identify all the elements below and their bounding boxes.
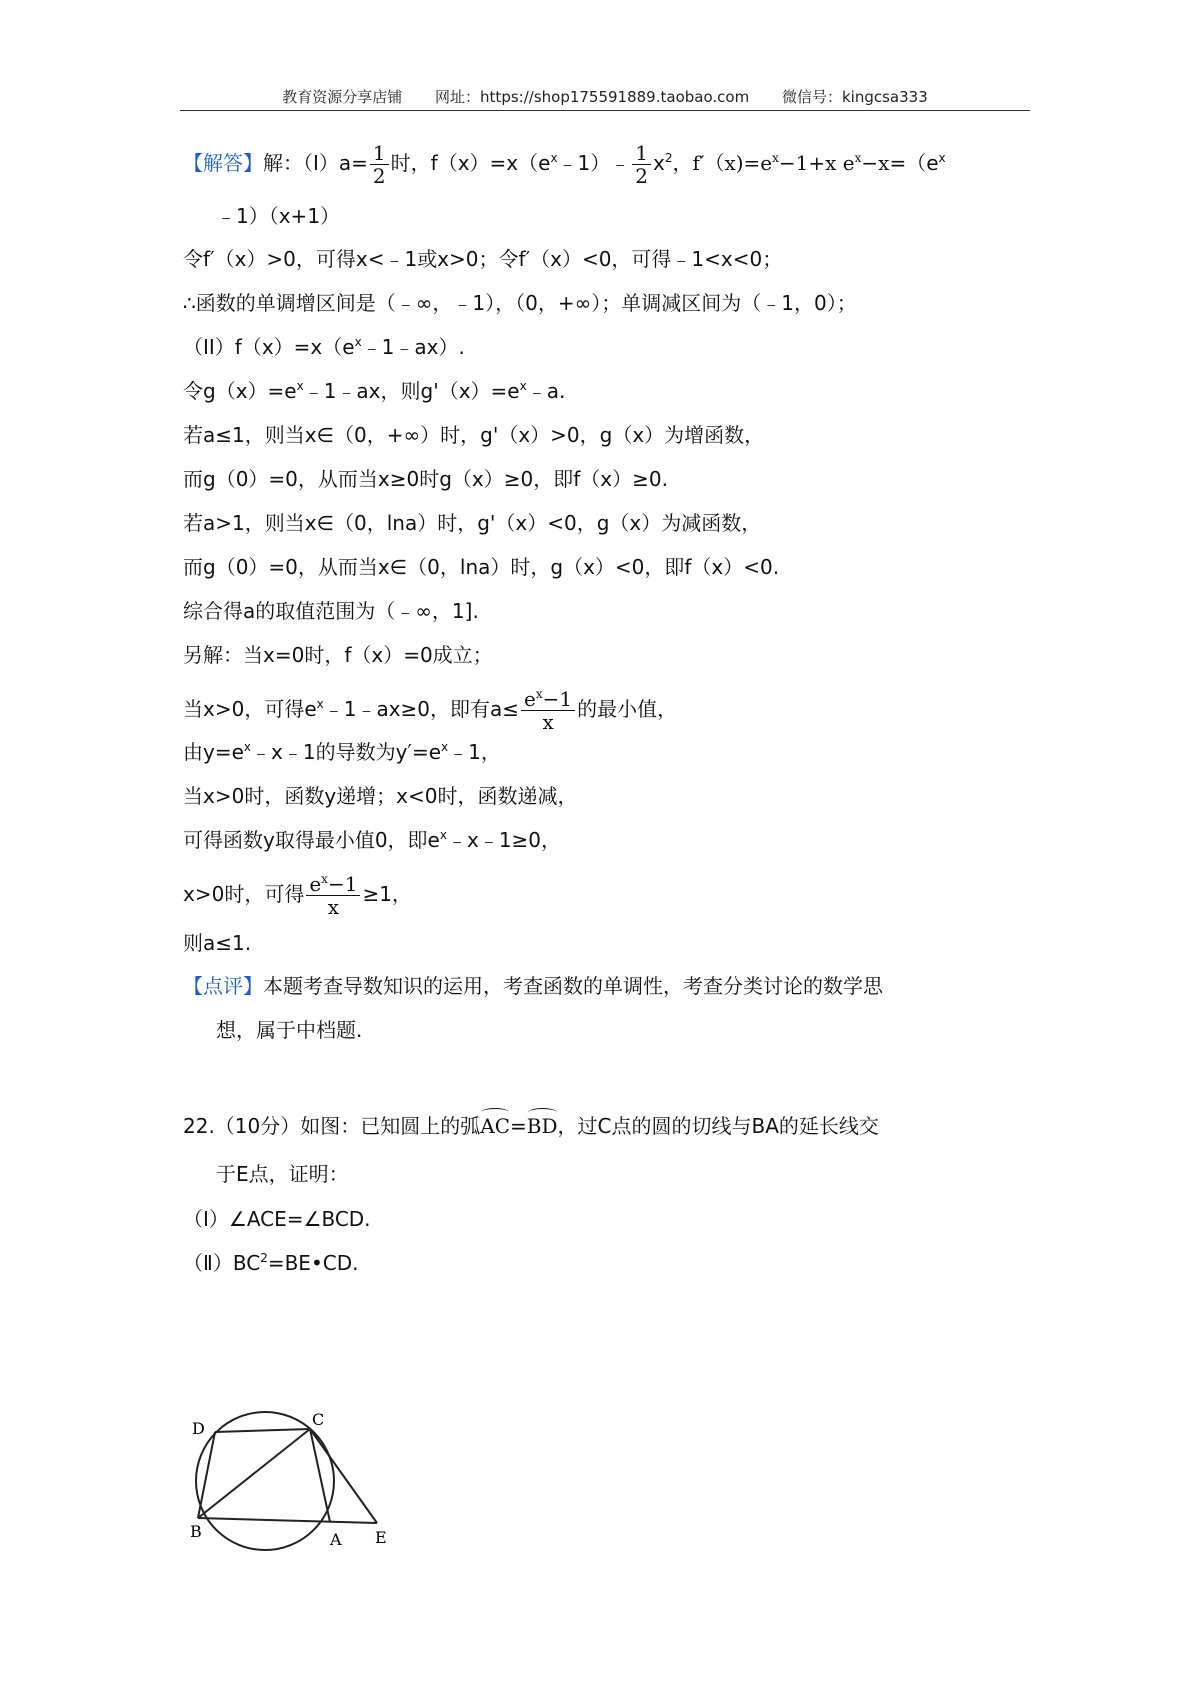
problem-22-part-2: $(Ⅱ)BC^2=BE•CD$.	[183, 1251, 359, 1275]
solution-line-8: 若a>1，则当x∈（0，lna）时，g'（x）<0，g（x）为减函数，	[183, 511, 762, 535]
solution-line-16: x>0时，可得 $\frac{e^x-1}{x}$ ≥1，	[183, 872, 412, 919]
shop-url: 网址：https://shop175591889.taobao.com	[435, 88, 750, 106]
solution-line-1: 【解答】解：（I）a= $\frac{1}{2}$ 时，$f(x)=x(e^x﹣1)﹣$ $\frac{1}{2}$ $x^2$，$f'(x)=e^x-1+x$ $e^x-x=(e^x$	[183, 141, 946, 188]
label-b: B	[190, 1522, 202, 1541]
arc-bd: BD	[526, 1114, 558, 1138]
label-d: D	[192, 1419, 205, 1438]
segment-be	[198, 1518, 377, 1523]
geometry-figure	[190, 1405, 410, 1575]
fraction-ex-over-x-2: $\frac{e^x-1}{x}$	[306, 873, 360, 918]
fraction-half-2: $\frac{1}{2}$	[632, 142, 651, 187]
solution-tag: 【解答】	[183, 151, 263, 175]
solution-line-1-cont: ﹣1）（x+1）	[216, 204, 341, 228]
wechat-id: 微信号：kingcsa333	[781, 88, 928, 106]
segment-dc	[215, 1429, 310, 1432]
solution-line-2: 令f′（x）>0，可得x<﹣1或x>0；令f′（x）<0，可得﹣1<x<0；	[183, 247, 783, 271]
solution-line-14: 当x>0时，函数y递增；x<0时，函数递减，	[183, 784, 578, 808]
solution-line-15: 可得函数y取得最小值0，即$e^x﹣x﹣1\ge 0$，	[183, 828, 562, 852]
label-c: C	[312, 1410, 325, 1429]
solution-line-5: 令$g(x)=e^x﹣1﹣ax$，则$g'(x)=e^x﹣a$.	[183, 379, 566, 403]
review-tag: 【点评】	[183, 974, 263, 998]
solution-line-10: 综合得a的取值范围为（﹣∞，1].	[183, 599, 479, 623]
solution-line-13: 由$y=e^x﹣x﹣1$的导数为$y'=e^x﹣1$，	[183, 740, 501, 764]
arc-ac: AC	[480, 1114, 511, 1138]
solution-line-7: 而g（0）=0，从而当x≥0时g（x）≥0，即f（x）≥0.	[183, 467, 668, 491]
label-a: A	[330, 1530, 342, 1549]
fraction-ex-over-x: $\frac{e^x-1}{x}$	[521, 688, 575, 733]
solution-line-12: 当x>0，可得$e^x﹣1﹣ax\ge 0$，即有a≤ $\frac{e^x-1}{x}$ 的最小值，	[183, 687, 678, 734]
solution-line-6: 若a≤1，则当x∈（0，+∞）时，g'（x）>0，g（x）为增函数，	[183, 423, 765, 447]
header-rule	[180, 110, 1030, 111]
label-e: E	[375, 1528, 387, 1547]
problem-22-part-1: （Ⅰ）∠ACE=∠BCD.	[183, 1207, 371, 1231]
solution-line-3: ∴函数的单调增区间是（﹣∞，﹣1），（0，+∞）；单调减区间为（﹣1，0）；	[183, 291, 857, 315]
shop-name: 教育资源分享店铺	[282, 88, 403, 106]
problem-22-stem: 22.（10分）如图：已知圆上的弧AC=BD，过C点的圆的切线与BA的延长线交	[183, 1114, 879, 1138]
solution-line-9: 而g（0）=0，从而当x∈（0，lna）时，g（x）<0，即f（x）<0.	[183, 555, 780, 579]
solution-line-17: 则a≤1.	[183, 931, 252, 955]
review-line-2: 想，属于中档题.	[216, 1018, 363, 1042]
page-header	[180, 86, 1030, 107]
problem-22-stem-cont: 于E点，证明：	[216, 1162, 349, 1186]
fraction-half: $\frac{1}{2}$	[370, 142, 389, 187]
solution-line-11: 另解：当x=0时，f（x）=0成立；	[183, 643, 493, 667]
review-line-1: 【点评】本题考查导数知识的运用，考查函数的单调性，考查分类讨论的数学思	[183, 974, 883, 998]
segment-bc	[198, 1429, 310, 1518]
solution-line-4: $(II)f(x)=x(e^x﹣1﹣ax)$.	[183, 335, 465, 359]
